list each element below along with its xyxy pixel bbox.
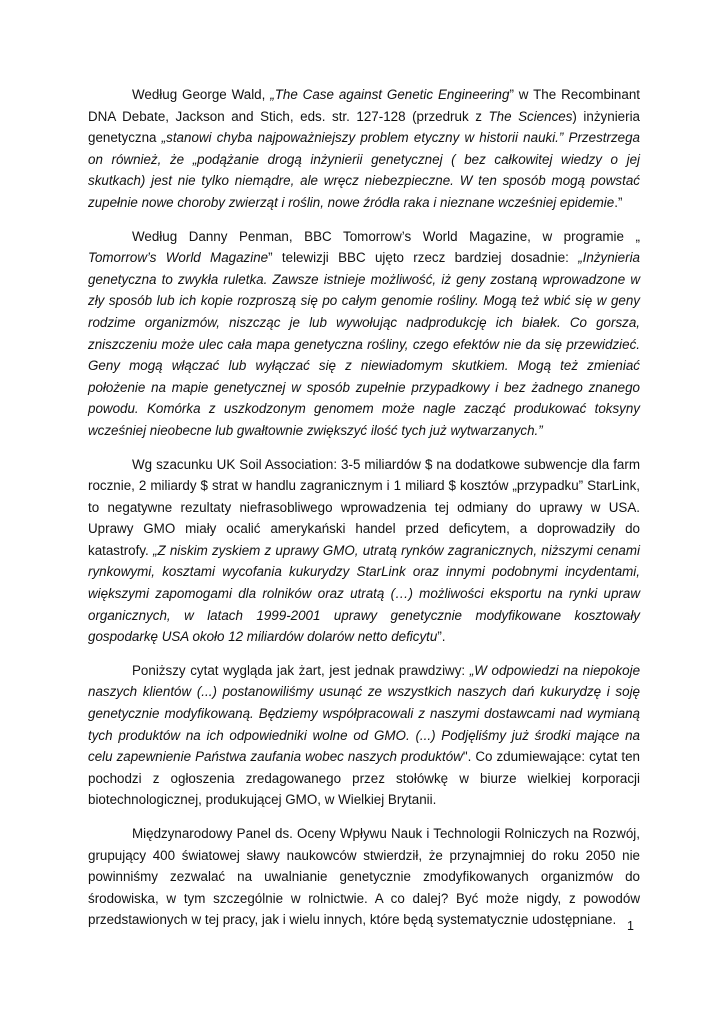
text-run: ”. bbox=[437, 629, 446, 645]
page-number: 1 bbox=[627, 919, 634, 933]
text-run: ” w The Recombinant DNA Debate, Jackson and Stich, eds. str. 127-128 (przedruk z bbox=[88, 87, 640, 124]
paragraph-soil-association bbox=[88, 454, 640, 648]
text-run-italic: Tomorrow’s World Magazine bbox=[88, 250, 269, 266]
text-run: ". Co zdumiewające: cytat ten pochodzi z ogłoszenia zredagowanego przez stołówkę w biurze wielkiej korporacji biotechnologicznej, produkującej GMO, w Wielkiej Brytanii. bbox=[88, 749, 640, 808]
text-run: Według Danny Penman, BBC Tomorrow’s World Magazine, w programie „ bbox=[132, 228, 640, 244]
text-run-italic: The Sciences bbox=[488, 108, 573, 124]
paragraph-international-panel bbox=[88, 823, 640, 931]
paragraph-canteen-quote bbox=[88, 660, 640, 811]
paragraph-wald bbox=[88, 84, 640, 214]
text-run: ” telewizji BBC ujęto rzecz bardziej dosadnie: bbox=[268, 250, 579, 266]
paragraph-penman bbox=[88, 226, 640, 442]
text-run-italic: „W odpowiedzi na niepokoje naszych klientów (...) postanowiliśmy usunąć ze wszystkich naszych dań kukurydzę i soję genetycznie modyfikowaną. Będziemy współpracowali z naszymi dostawcami nad wymianą tych produktów na ich odpowiedniki wolne od GMO. (...) Podjęliśmy już środki mające na celu zapewnienie Państwa zaufania wobec naszych produktów bbox=[88, 662, 641, 765]
text-run: ) inżynieria genetyczna bbox=[88, 108, 640, 146]
text-run: Według George Wald, bbox=[132, 87, 271, 102]
text-run-italic: „Z niskim zyskiem z uprawy GMO, utratą rynków zagranicznych, niższymi cenami rynkowymi, kosztami wycofania kukurydzy StarLink oraz innymi podobnymi incydentami, większymi zapomogami dla rolników oraz utratą (…) możliwości eksportu na rynki upraw organicznych, w latach 1999-2001 uprawy genetycznie modyfikowane kosztowały gospodarkę USA około 12 miliardów dolarów netto deficytu bbox=[88, 542, 640, 645]
text-run: Wg szacunku UK Soil Association: 3-5 miliardów $ na dodatkowe subwencje dla farm rocznie, 2 miliardy $ strat w handlu zagranicznym i 1 miliard $ kosztów „przypadku” StarLink, to negatywne rezultaty niefrasobliwego wprowadzenia tej odmiany do uprawy w USA. Uprawy GMO miały ocalić amerykański handel przed deficytem, a doprowadziły do katastrofy. bbox=[88, 456, 640, 558]
text-run-italic: „stanowi chyba najpoważniejszy problem etyczny w historii nauki.” Przestrzega on również, że „podążanie drogą inżynierii genetycznej ( bez całkowitej wiedzy o jej skutkach) jest nie tylko niemądre, ale wręcz niebezpieczne. W ten sposób mogą powstać zupełnie nowe choroby zwierząt i roślin, nowe źródła raka i nieznane wcześniej epidemie bbox=[88, 130, 640, 210]
text-run: .” bbox=[614, 194, 623, 210]
text-run: Międzynarodowy Panel ds. Oceny Wpływu Nauk i Technologii Rolniczych na Rozwój, grupujący 400 światowej sławy naukowców stwierdził, że przynajmniej do roku 2050 nie powinniśmy zezwalać na uwalnianie genetycznie zmodyfikowanych organizmów do środowiska, w tym szczególnie w rolnictwie. A co dalej? Być może nigdy, z powodów przedstawionych w tej pracy, jak i wielu innych, które będą systematycznie udostępniane. bbox=[88, 826, 640, 928]
text-run-italic: „The Case against Genetic Engineering bbox=[270, 87, 510, 102]
text-run: Poniższy cytat wygląda jak żart, jest jednak prawdziwy: bbox=[132, 662, 470, 678]
text-run-italic: „Inżynieria genetyczna to zwykła ruletka. Zawsze istnieje możliwość, iż geny zostaną wprowadzone w zły sposób lub ich kopie rozproszą się po całym genomie rośliny. Mogą też wbić się w geny rodzime organizmów, niszcząc je lub wywołując nadprodukcję ich białek. Co gorsza, zniszczeniu może ulec cała mapa genetyczna rośliny, czego efektów nie da się przewidzieć. Geny mogą włączać lub wyłączać się z niewiadomym skutkiem. Mogą też zmieniać położenie na mapie genetycznej w sposób zupełnie przypadkowy i bez żadnego znanego powodu. Komórka z uszkodzonym genomem może nagle zacząć produkować toksyny wcześniej nieobecne lub gwałtownie zwiększyć ilość tych już wytwarzanych.” bbox=[88, 250, 640, 438]
document-body bbox=[88, 84, 640, 943]
